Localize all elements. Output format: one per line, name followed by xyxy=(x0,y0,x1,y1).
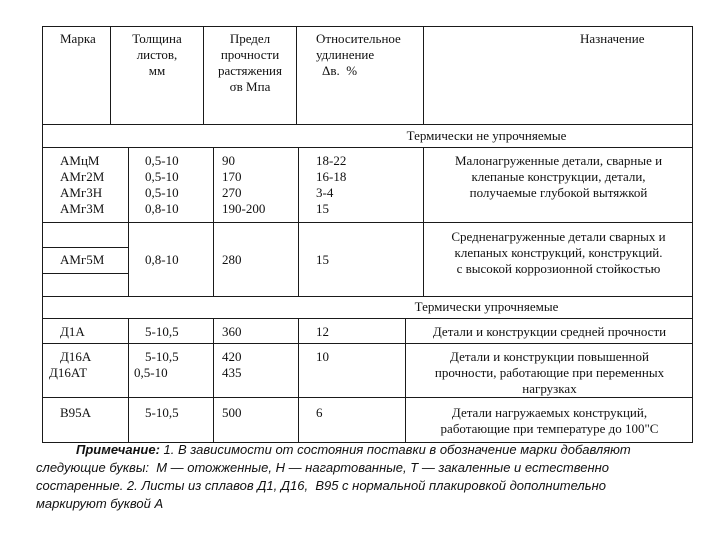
footnote-text: 1. В зависимости от состояния поставки в обозначение марки добавляют xyxy=(159,442,631,457)
thickness-cell: 0,5-10 xyxy=(134,365,168,380)
elongation-cell: 10 xyxy=(316,349,329,364)
purpose-cell: клепаные конструкции, детали, xyxy=(471,169,646,184)
section1-bottom-rule xyxy=(42,147,693,148)
table-border-right xyxy=(692,26,693,442)
elongation-cell: 18-22 xyxy=(316,153,347,168)
header-grade: Марка xyxy=(60,31,96,46)
col-rule-2 xyxy=(213,147,214,296)
purpose-cell: клепаных конструкций, конструкций. xyxy=(454,245,663,260)
col-rule-3 xyxy=(298,318,299,442)
grade-cell: АМг3Н xyxy=(60,185,103,200)
col-rule-4 xyxy=(405,318,406,442)
section2-bottom-rule xyxy=(42,318,693,319)
col-rule-4 xyxy=(423,26,424,124)
thickness-cell: 5-10,5 xyxy=(145,349,179,364)
footnote-line: состаренные. 2. Листы из сплавов Д1, Д16, В95 с нормальной плакировкой дополнительно xyxy=(36,478,606,493)
d1a-bottom-rule xyxy=(42,343,693,344)
grade-cell: В95А xyxy=(60,405,92,420)
purpose-cell: получаемые глубокой вытяжкой xyxy=(469,185,648,200)
col-rule-3 xyxy=(296,26,297,124)
strength-cell: 500 xyxy=(222,405,242,420)
strength-cell: 90 xyxy=(222,153,235,168)
purpose-cell: прочности, работающие при переменных xyxy=(434,365,665,380)
group2-subrow2-rule xyxy=(42,273,128,274)
footnote-line: следующие буквы: М — отожженные, Н — нагартованные, Т — закаленные и естественно xyxy=(36,460,609,475)
footnote-line xyxy=(76,441,631,458)
d16-bottom-rule xyxy=(42,397,693,398)
strength-cell: 170 xyxy=(222,169,242,184)
grade-cell: АМг2М xyxy=(60,169,105,184)
thickness-cell: 0,5-10 xyxy=(145,153,179,168)
section-non-hardened: Термически не упрочняемые xyxy=(406,128,567,143)
strength-cell: 280 xyxy=(222,252,242,267)
header-strength: растяжения xyxy=(217,63,282,78)
strength-cell: 190-200 xyxy=(222,201,266,216)
thickness-cell: 0,5-10 xyxy=(145,169,179,184)
table-border-top xyxy=(42,26,693,27)
col-rule-1 xyxy=(128,147,129,296)
purpose-cell: нагрузках xyxy=(522,381,577,396)
grade-cell: Д16А xyxy=(60,349,92,364)
header-thickness: Толщина xyxy=(132,31,182,46)
thickness-cell: 0,8-10 xyxy=(145,252,179,267)
purpose-cell: Детали и конструкции средней прочности xyxy=(432,324,667,339)
thickness-cell: 5-10,5 xyxy=(145,405,179,420)
strength-cell: 360 xyxy=(222,324,242,339)
group2-subrow1-rule xyxy=(42,247,128,248)
section-hardened: Термически упрочняемые xyxy=(414,299,559,314)
purpose-cell: Детали нагружаемых конструкций, xyxy=(451,405,648,420)
purpose-cell: работающие при температуре до 100"С xyxy=(440,421,659,436)
strength-cell: 435 xyxy=(222,365,242,380)
purpose-cell: Средненагруженные детали сварных и xyxy=(451,229,666,244)
elongation-cell: 3-4 xyxy=(316,185,334,200)
col-rule-3 xyxy=(298,147,299,296)
group1-bottom-rule xyxy=(42,222,693,223)
col-rule-1 xyxy=(110,26,111,124)
col-rule-1 xyxy=(128,318,129,442)
thickness-cell: 5-10,5 xyxy=(145,324,179,339)
footnote-line: маркируют буквой А xyxy=(36,496,164,511)
group2-bottom-rule xyxy=(42,296,693,297)
header-elongation: удлинение xyxy=(316,47,375,62)
table-border-left xyxy=(42,26,43,442)
elongation-cell: 16-18 xyxy=(316,169,347,184)
header-purpose: Назначение xyxy=(580,31,645,46)
grade-cell: Д16АТ xyxy=(49,365,88,380)
col-rule-2 xyxy=(213,318,214,442)
header-thickness: листов, xyxy=(136,47,178,62)
elongation-cell: 15 xyxy=(316,201,329,216)
elongation-cell: 15 xyxy=(316,252,329,267)
thickness-cell: 0,5-10 xyxy=(145,185,179,200)
header-thickness: мм xyxy=(148,63,166,78)
header-bottom-rule xyxy=(42,124,693,125)
header-strength: прочности xyxy=(220,47,280,62)
elongation-cell: 12 xyxy=(316,324,329,339)
purpose-cell: Малонагруженные детали, сварные и xyxy=(454,153,663,168)
thickness-cell: 0,8-10 xyxy=(145,201,179,216)
grade-cell: АМг3М xyxy=(60,201,105,216)
header-elongation: Относительное xyxy=(316,31,401,46)
col-rule-4 xyxy=(423,147,424,296)
grade-cell: АМцМ xyxy=(60,153,100,168)
elongation-cell: 6 xyxy=(316,405,323,420)
header-strength: σв Мпа xyxy=(229,79,271,94)
footnote-label: Примечание: xyxy=(76,442,160,457)
purpose-cell: Детали и конструкции повышенной xyxy=(450,349,649,364)
grade-cell: Д1А xyxy=(60,324,85,339)
strength-cell: 270 xyxy=(222,185,242,200)
header-elongation: Δв. % xyxy=(322,63,358,78)
grade-cell: АМг5М xyxy=(60,252,105,267)
purpose-cell: с высокой коррозионной стойкостью xyxy=(456,261,661,276)
strength-cell: 420 xyxy=(222,349,242,364)
col-rule-2 xyxy=(203,26,204,124)
header-strength: Предел xyxy=(229,31,271,46)
